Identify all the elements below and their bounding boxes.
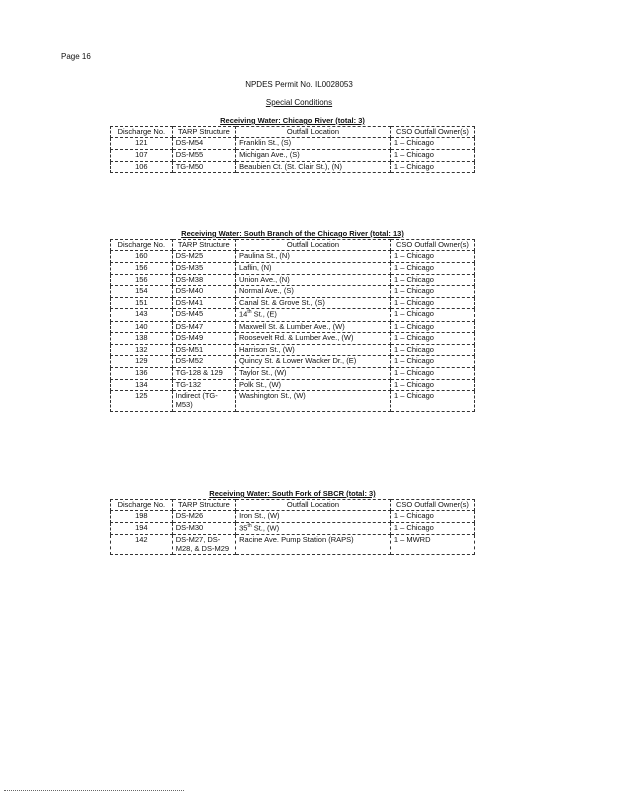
discharge-no: 151 — [111, 297, 173, 309]
tarp-structure: DS-M40 — [172, 286, 235, 298]
discharge-no: 198 — [111, 511, 173, 523]
outfall-location: Franklin St., (S) — [236, 138, 391, 150]
column-header-discharge: Discharge No. — [111, 239, 173, 251]
table-row — [111, 149, 475, 161]
outfall-owner: 1 – Chicago — [390, 522, 474, 534]
table-row — [111, 274, 475, 286]
table-row — [111, 321, 475, 333]
tarp-structure: DS-M27, DS-M28, & DS-M29 — [172, 535, 235, 555]
column-header-discharge: Discharge No. — [111, 126, 173, 138]
outfall-location: Iron St., (W) — [236, 511, 391, 523]
ordinal-suffix: th — [247, 309, 252, 316]
column-header-owner: CSO Outfall Owner(s) — [390, 126, 474, 138]
outfall-owner: 1 – Chicago — [390, 262, 474, 274]
column-header-owner: CSO Outfall Owner(s) — [390, 499, 474, 511]
table-caption: Receiving Water: Chicago River (total: 3) — [220, 116, 365, 125]
outfall-owner: 1 – Chicago — [390, 511, 474, 523]
page-edge-dots — [4, 790, 184, 791]
outfall-location: Union Ave., (N) — [235, 274, 390, 286]
outfall-location: Paulina St., (N) — [235, 251, 390, 263]
column-header-tarp: TARP Structure — [172, 499, 235, 511]
tarp-structure: DS-M35 — [172, 262, 235, 274]
column-header-tarp: TARP Structure — [172, 239, 235, 251]
outfall-location: Canal St. & Grove St., (S) — [235, 297, 390, 309]
table-row — [111, 286, 475, 298]
tarp-structure: DS-M45 — [172, 309, 235, 321]
table-row — [111, 333, 475, 345]
table-row — [111, 262, 475, 274]
table-row — [111, 522, 475, 534]
column-header-discharge: Discharge No. — [111, 499, 173, 511]
tarp-structure: DS-M47 — [172, 321, 235, 333]
tarp-structure: TG-128 & 129 — [172, 368, 235, 380]
outfall-location: Polk St., (W) — [235, 379, 390, 391]
outfall-location: Roosevelt Rd. & Lumber Ave., (W) — [235, 333, 390, 345]
outfall-owner: 1 – Chicago — [390, 368, 474, 380]
outfall-owner: 1 – Chicago — [390, 251, 474, 263]
outfall-table-south-branch — [110, 230, 475, 412]
tarp-structure: TG-M50 — [172, 161, 235, 173]
outfall-location: Quincy St. & Lower Wacker Dr., (E) — [235, 356, 390, 368]
table-caption: Receiving Water: South Fork of SBCR (total: 3) — [209, 489, 376, 498]
tarp-structure: DS-M38 — [172, 274, 235, 286]
outfall-owner: 1 – Chicago — [390, 274, 474, 286]
outfall-owner: 1 – Chicago — [390, 356, 474, 368]
tarp-structure: DS-M49 — [172, 333, 235, 345]
outfall-owner: 1 – Chicago — [390, 138, 474, 150]
tarp-structure: DS-M51 — [172, 344, 235, 356]
tarp-structure: DS-M55 — [172, 149, 235, 161]
outfall-location: Normal Ave., (S) — [235, 286, 390, 298]
outfall-location: 35th St., (W) — [236, 522, 391, 534]
tarp-structure: DS-M41 — [172, 297, 235, 309]
outfall-location: Beaubien Ct. (St. Clair St.), (N) — [236, 161, 391, 173]
outfall-location: Taylor St., (W) — [235, 368, 390, 380]
outfall-owner: 1 – Chicago — [390, 344, 474, 356]
table-row — [111, 535, 475, 555]
column-header-location: Outfall Location — [236, 499, 391, 511]
discharge-no: 125 — [111, 391, 173, 411]
column-header-location: Outfall Location — [236, 126, 391, 138]
column-header-owner: CSO Outfall Owner(s) — [390, 239, 474, 251]
discharge-no: 194 — [111, 522, 173, 534]
ordinal-suffix: th — [247, 522, 252, 529]
outfall-table-chicago-river — [110, 117, 475, 173]
discharge-no: 154 — [111, 286, 173, 298]
table-row — [111, 344, 475, 356]
outfall-owner: 1 – Chicago — [390, 149, 474, 161]
tarp-structure: Indirect (TG-M53) — [172, 391, 235, 411]
outfall-owner: 1 – Chicago — [390, 333, 474, 345]
table-row — [111, 297, 475, 309]
outfall-owner: 1 – Chicago — [390, 379, 474, 391]
discharge-no: 138 — [111, 333, 173, 345]
discharge-no: 121 — [111, 138, 173, 150]
discharge-no: 142 — [111, 535, 173, 555]
outfall-table-south-fork — [110, 490, 475, 555]
outfall-owner: 1 – Chicago — [390, 286, 474, 298]
table-row — [111, 368, 475, 380]
table-caption: Receiving Water: South Branch of the Chicago River (total: 13) — [181, 229, 404, 238]
permit-heading: NPDES Permit No. IL0028053 — [245, 80, 353, 89]
outfall-owner: 1 – Chicago — [390, 161, 474, 173]
outfall-owner: 1 – Chicago — [390, 391, 474, 411]
outfall-owner: 1 – MWRD — [390, 535, 474, 555]
tarp-structure: DS-M30 — [172, 522, 235, 534]
column-header-location: Outfall Location — [235, 239, 390, 251]
discharge-no: 136 — [111, 368, 173, 380]
table-row — [111, 391, 475, 411]
outfall-location: 14th St., (E) — [235, 309, 390, 321]
outfall-location: Washington St., (W) — [235, 391, 390, 411]
header-row — [111, 499, 475, 511]
discharge-no: 156 — [111, 262, 173, 274]
discharge-no: 143 — [111, 309, 173, 321]
table-row — [111, 251, 475, 263]
header-row — [111, 239, 475, 251]
tarp-structure: TG-132 — [172, 379, 235, 391]
outfall-location: Racine Ave. Pump Station (RAPS) — [236, 535, 391, 555]
header-row — [111, 126, 475, 138]
tarp-structure: DS-M25 — [172, 251, 235, 263]
discharge-no: 107 — [111, 149, 173, 161]
table-row — [111, 138, 475, 150]
table-row — [111, 379, 475, 391]
tarp-structure: DS-M52 — [172, 356, 235, 368]
outfall-location: Harrison St., (W) — [235, 344, 390, 356]
special-conditions-heading: Special Conditions — [265, 98, 333, 107]
discharge-no: 134 — [111, 379, 173, 391]
table-row — [111, 511, 475, 523]
table-row — [111, 161, 475, 173]
discharge-no: 129 — [111, 356, 173, 368]
page-number: Page 16 — [61, 52, 91, 61]
outfall-owner: 1 – Chicago — [390, 321, 474, 333]
discharge-no: 156 — [111, 274, 173, 286]
table-row — [111, 309, 475, 321]
tarp-structure: DS-M54 — [172, 138, 235, 150]
outfall-owner: 1 – Chicago — [390, 297, 474, 309]
discharge-no: 132 — [111, 344, 173, 356]
outfall-location: Laflin, (N) — [235, 262, 390, 274]
tarp-structure: DS-M26 — [172, 511, 235, 523]
outfall-location: Maxwell St. & Lumber Ave., (W) — [235, 321, 390, 333]
outfall-owner: 1 – Chicago — [390, 309, 474, 321]
outfall-location: Michigan Ave., (S) — [236, 149, 391, 161]
discharge-no: 160 — [111, 251, 173, 263]
column-header-tarp: TARP Structure — [172, 126, 235, 138]
discharge-no: 106 — [111, 161, 173, 173]
table-row — [111, 356, 475, 368]
discharge-no: 140 — [111, 321, 173, 333]
